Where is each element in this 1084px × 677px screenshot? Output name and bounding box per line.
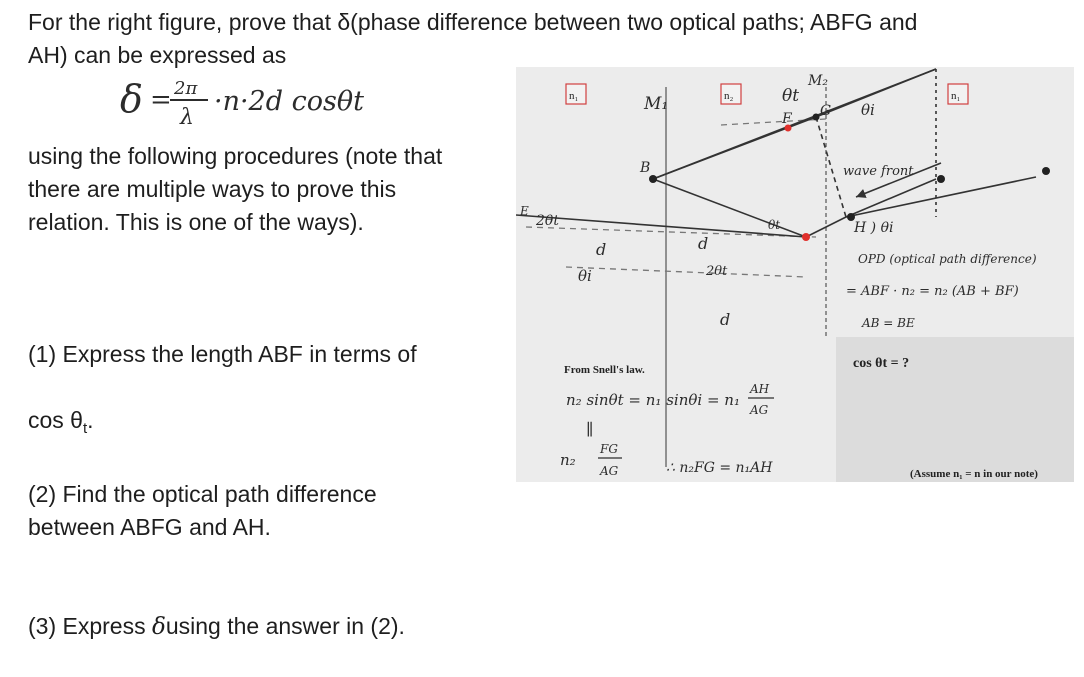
step-3 <box>28 577 498 644</box>
label-cos-question: cos θt = ? <box>853 356 910 371</box>
step-3-text-a: (3) Express <box>28 613 152 639</box>
interference-figure <box>516 67 1074 482</box>
point-a <box>802 233 810 241</box>
label-assume: (Assume n₁ = n in our note) <box>910 468 1038 480</box>
label-theta-t-mid: θt <box>768 218 781 232</box>
label-snell-eq: n₂ sinθt = n₁ sinθi = n₁ <box>566 391 740 409</box>
label-d-left: d <box>596 240 607 259</box>
label-ah: AH <box>750 382 770 396</box>
phase-formula <box>118 72 388 134</box>
label-opd-title: OPD (optical path difference) <box>858 252 1037 266</box>
label-two-theta-mid: 2θt <box>706 264 728 279</box>
label-h-theta: H ) θi <box>854 220 894 236</box>
label-ag2: AG <box>600 464 619 478</box>
question-method: using the following procedures (note that there are multiple ways to prove this relation. This is one of the ways). <box>28 143 443 235</box>
label-two-theta-left: 2θt <box>536 213 559 229</box>
point-g <box>813 114 820 121</box>
step-1-text-a: (1) Express the length ABF in terms of <box>28 341 417 367</box>
label-g: G <box>820 103 832 119</box>
label-f: F <box>782 111 792 127</box>
label-d-low: d <box>720 310 731 329</box>
label-e: E <box>520 204 529 218</box>
step-1-subscript: t <box>82 420 88 437</box>
question-steps <box>28 272 498 677</box>
label-fg: FG <box>600 442 618 456</box>
label-wave-front: wave front <box>843 164 914 179</box>
label-d-mid: d <box>698 234 709 253</box>
label-parallel: ∥ <box>586 420 594 439</box>
label-b: B <box>640 160 651 176</box>
label-m2: M₂ <box>808 73 828 89</box>
formula-numerator: 2π <box>174 78 198 99</box>
step-1-end: . <box>87 407 94 433</box>
point-b <box>649 175 657 183</box>
formula-delta: δ <box>120 77 143 121</box>
medium-label-mid: n₂ <box>724 90 734 102</box>
question-intro: For the right figure, prove that δ(phase difference between two optical paths; ABFG and AH) can be expressed as <box>28 9 918 68</box>
formula-equals: = <box>150 85 172 115</box>
point-corner <box>1042 167 1050 175</box>
medium-label-left: n₁ <box>569 90 579 102</box>
label-n2: n₂ <box>560 451 576 469</box>
point-wave-dot <box>937 175 945 183</box>
step-1 <box>28 305 498 445</box>
label-snell-title: From Snell's law. <box>564 364 645 376</box>
step-2: (2) Find the optical path difference between ABFG and AH. <box>28 481 377 540</box>
step-3-delta: δ <box>151 614 166 640</box>
label-conclusion: ∴ n₂FG = n₁AH <box>666 460 773 476</box>
label-ag: AG <box>750 403 769 417</box>
formula-rest: ·n·2d cosθt <box>214 86 364 117</box>
label-theta-t-top: θt <box>782 86 800 106</box>
step-3-text-b: using the answer in (2). <box>165 613 405 639</box>
label-theta-i-top: θi <box>861 101 875 119</box>
label-ab-be: AB = BE <box>862 316 915 330</box>
step-1-text-b: cos θ <box>28 407 83 433</box>
medium-label-right: n₁ <box>951 90 961 102</box>
label-opd-eq: = ABF · n₂ = n₂ (AB + BF) <box>846 284 1019 299</box>
label-m1: M₁ <box>644 94 669 114</box>
label-theta-i-left: θi <box>578 267 592 285</box>
formula-denominator: λ <box>180 105 194 130</box>
